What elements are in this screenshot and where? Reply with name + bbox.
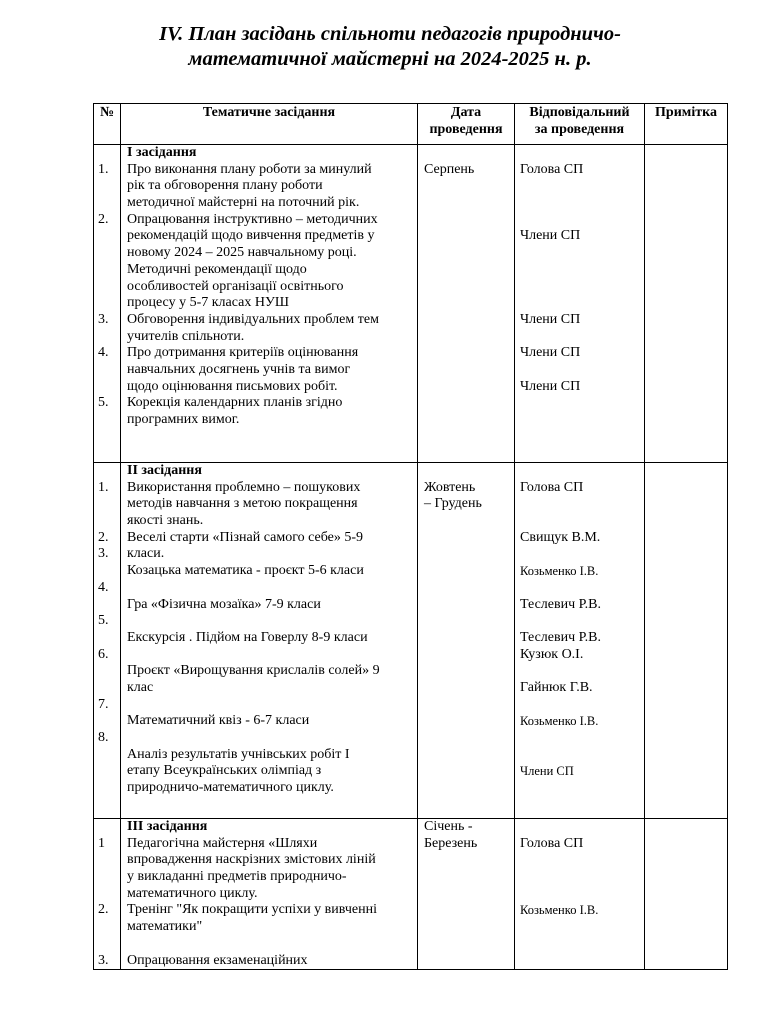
topic-line: методичної майстерні на поточний рік. bbox=[127, 195, 360, 211]
topic-line: Математичний квіз - 6-7 класи bbox=[127, 713, 310, 729]
responsible-person: Козьменко І.В. bbox=[520, 564, 599, 579]
responsible-person: Члени СП bbox=[520, 311, 581, 327]
topic-line bbox=[127, 580, 414, 597]
item-number bbox=[98, 496, 120, 513]
responsible-person: Голова СП bbox=[520, 161, 584, 177]
item-number bbox=[98, 329, 120, 346]
topic-line: Корекція календарних планів згідно bbox=[127, 395, 343, 411]
topic-line: Тренінг "Як покращити успіхи у вивченні bbox=[127, 902, 377, 918]
page-title-line-2: математичної майстерні на 2024-2025 н. р. bbox=[188, 48, 592, 70]
date-line: Березень bbox=[424, 835, 478, 851]
topic-line: Опрацювання інструктивно – методичних bbox=[127, 211, 378, 227]
meeting-row bbox=[94, 463, 728, 819]
topic-line: Обговорення індивідуальних проблем тем bbox=[127, 311, 379, 327]
header-responsible-line-2: за проведення bbox=[534, 121, 625, 137]
responsible-person bbox=[520, 869, 644, 886]
topic-line: рік та обговорення плану роботи bbox=[127, 178, 323, 194]
item-number bbox=[98, 228, 120, 245]
responsible-person bbox=[520, 580, 644, 597]
topic-line: у викладанні предметів природничо- bbox=[127, 869, 347, 885]
responsible-person bbox=[520, 496, 644, 513]
responsible-person: Козьменко І.В. bbox=[520, 903, 599, 918]
responsible-person bbox=[520, 362, 644, 379]
item-number: 1 bbox=[98, 835, 105, 851]
item-number: 2. bbox=[98, 211, 109, 227]
topic-line: Опрацювання екзаменаційних bbox=[127, 952, 308, 968]
responsible-person bbox=[520, 546, 644, 563]
responsible-person bbox=[520, 212, 644, 229]
topic-line: Проєкт «Вирощування крислалів солей» 9 bbox=[127, 663, 380, 679]
meeting-topic-cell bbox=[121, 819, 418, 970]
responsible-person bbox=[520, 852, 644, 869]
topic-line: Екскурсія . Підйом на Говерлу 8-9 класи bbox=[127, 629, 368, 645]
responsible-person bbox=[520, 295, 644, 312]
meeting-date-cell bbox=[418, 819, 515, 970]
item-number: 7. bbox=[98, 696, 109, 712]
header-number: № bbox=[94, 104, 121, 145]
topic-line: методів навчання з метою покращення bbox=[127, 496, 358, 512]
responsible-person bbox=[520, 279, 644, 296]
responsible-person bbox=[520, 747, 644, 764]
meeting-row bbox=[94, 145, 728, 463]
item-number: 4. bbox=[98, 579, 109, 595]
item-number bbox=[98, 630, 120, 647]
responsible-person: Гайнюк Г.В. bbox=[520, 679, 593, 695]
item-number: 1. bbox=[98, 161, 109, 177]
meeting-date-cell bbox=[418, 463, 515, 819]
topic-line: Козацька математика - проєкт 5-6 класи bbox=[127, 563, 364, 579]
number-spacer bbox=[98, 145, 120, 162]
item-number: 3. bbox=[98, 311, 109, 327]
topic-line: Аналіз результатів учнівських робіт І bbox=[127, 746, 350, 762]
item-number bbox=[98, 886, 120, 903]
topic-line: класи. bbox=[127, 546, 165, 562]
responsible-person: Члени СП bbox=[520, 228, 581, 244]
meeting-row bbox=[94, 819, 728, 970]
responsible-person: Кузюк О.І. bbox=[520, 646, 584, 662]
item-number: 5. bbox=[98, 395, 109, 411]
topic-line bbox=[127, 613, 414, 630]
page-title-line-1: IV. План засідань спільноти педагогів природничо- bbox=[159, 23, 621, 45]
meeting-note-cell bbox=[645, 819, 728, 970]
responsible-spacer bbox=[520, 145, 644, 162]
item-number bbox=[98, 245, 120, 262]
header-responsible bbox=[515, 104, 645, 145]
topic-line: рекомендацій щодо вивчення предметів у bbox=[127, 228, 375, 244]
responsible-person: Члени СП bbox=[520, 345, 581, 361]
topic-line: якості знань. bbox=[127, 513, 204, 529]
topic-line: етапу Всеукраїнських олімпіад з bbox=[127, 763, 322, 779]
item-number bbox=[98, 936, 120, 953]
item-number bbox=[98, 513, 120, 530]
responsible-person bbox=[520, 886, 644, 903]
header-note: Примітка bbox=[645, 104, 728, 145]
item-number: 2. bbox=[98, 902, 109, 918]
item-number bbox=[98, 919, 120, 936]
topic-line: математичного циклу. bbox=[127, 885, 258, 901]
number-spacer bbox=[98, 463, 120, 480]
item-number bbox=[98, 747, 120, 764]
meeting-responsible-cell bbox=[515, 145, 645, 463]
responsible-person bbox=[520, 936, 644, 953]
topic-line: особливостей організації освітнього bbox=[127, 278, 344, 294]
item-number bbox=[98, 680, 120, 697]
responsible-person: Теслевич Р.В. bbox=[520, 629, 602, 645]
responsible-person bbox=[520, 245, 644, 262]
topic-line: новому 2024 – 2025 навчальному році. bbox=[127, 245, 357, 261]
topic-line: учителів спільноти. bbox=[127, 328, 245, 344]
topic-line: навчальних досягнень учнів та вимог bbox=[127, 361, 351, 377]
responsible-person: Голова СП bbox=[520, 835, 584, 851]
topic-line bbox=[127, 936, 414, 953]
responsible-person bbox=[520, 262, 644, 279]
responsible-person bbox=[520, 412, 644, 429]
date-spacer bbox=[424, 145, 514, 162]
responsible-person bbox=[520, 195, 644, 212]
item-number bbox=[98, 379, 120, 396]
item-number: 3. bbox=[98, 546, 109, 562]
page-title bbox=[60, 22, 720, 72]
item-number: 6. bbox=[98, 646, 109, 662]
meeting-note-cell bbox=[645, 463, 728, 819]
header-responsible-line-1: Відповідальний bbox=[529, 105, 630, 120]
responsible-person bbox=[520, 780, 644, 797]
topic-line: природничо-математичного циклу. bbox=[127, 780, 334, 796]
responsible-person bbox=[520, 613, 644, 630]
meeting-title: І засідання bbox=[127, 145, 197, 160]
meeting-title: ІІІ засідання bbox=[127, 819, 208, 834]
item-number: 3. bbox=[98, 952, 109, 968]
item-number: 8. bbox=[98, 730, 109, 745]
meeting-number-cell bbox=[94, 819, 121, 970]
topic-line bbox=[127, 697, 414, 714]
responsible-person bbox=[520, 513, 644, 530]
meetings-table bbox=[93, 103, 728, 970]
meeting-topic-cell bbox=[121, 463, 418, 819]
meeting-responsible-cell bbox=[515, 819, 645, 970]
responsible-person: Свищук В.М. bbox=[520, 529, 601, 545]
item-number: 2. bbox=[98, 529, 109, 545]
topic-line: Про виконання плану роботи за минулий bbox=[127, 161, 372, 177]
number-spacer bbox=[98, 819, 120, 836]
item-number: 1. bbox=[98, 479, 109, 495]
responsible-person bbox=[520, 395, 644, 412]
item-number bbox=[98, 178, 120, 195]
item-number bbox=[98, 780, 120, 797]
header-date-line-1: Дата bbox=[450, 105, 482, 120]
responsible-person: Члени СП bbox=[520, 378, 581, 394]
topic-line bbox=[127, 730, 414, 747]
date-line: Січень - bbox=[424, 819, 473, 834]
responsible-person bbox=[520, 329, 644, 346]
meeting-date-cell bbox=[418, 145, 515, 463]
item-number: 5. bbox=[98, 613, 109, 629]
topic-line: Веселі старти «Пізнай самого себе» 5-9 bbox=[127, 529, 364, 545]
topic-line bbox=[127, 647, 414, 664]
responsible-person: Члени СП bbox=[520, 764, 574, 779]
topic-line: клас bbox=[127, 679, 154, 695]
meeting-title: ІІ засідання bbox=[127, 463, 202, 478]
topic-line: Використання проблемно – пошукових bbox=[127, 479, 361, 495]
responsible-person bbox=[520, 178, 644, 195]
topic-line: Про дотримання критеріїв оцінювання bbox=[127, 345, 359, 361]
item-number bbox=[98, 597, 120, 614]
header-date-line-2: проведення bbox=[429, 121, 503, 137]
item-number bbox=[98, 412, 120, 429]
item-number bbox=[98, 195, 120, 212]
topic-line: щодо оцінювання письмових робіт. bbox=[127, 378, 338, 394]
meeting-number-cell bbox=[94, 463, 121, 819]
item-number bbox=[98, 295, 120, 312]
topic-line: впровадження наскрізних змістових ліній bbox=[127, 852, 376, 868]
responsible-person bbox=[520, 730, 644, 747]
responsible-spacer bbox=[520, 819, 644, 836]
date-line: Жовтень bbox=[424, 479, 476, 495]
responsible-person bbox=[520, 953, 644, 970]
date-line: Серпень bbox=[424, 161, 475, 177]
responsible-person bbox=[520, 697, 644, 714]
responsible-spacer bbox=[520, 463, 644, 480]
topic-line: Методичні рекомендації щодо bbox=[127, 261, 307, 277]
item-number bbox=[98, 279, 120, 296]
item-number bbox=[98, 852, 120, 869]
item-number bbox=[98, 262, 120, 279]
item-number bbox=[98, 713, 120, 730]
responsible-person: Голова СП bbox=[520, 479, 584, 495]
topic-line: Гра «Фізична мозаїка» 7-9 класи bbox=[127, 596, 321, 612]
topic-line: Педагогічна майстерня «Шляхи bbox=[127, 835, 318, 851]
meeting-topic-cell bbox=[121, 145, 418, 463]
responsible-person bbox=[520, 663, 644, 680]
item-number bbox=[98, 563, 120, 580]
topic-line: програмних вимог. bbox=[127, 412, 240, 427]
item-number: 4. bbox=[98, 345, 109, 361]
meeting-note-cell bbox=[645, 145, 728, 463]
item-number bbox=[98, 663, 120, 680]
topic-line: математики" bbox=[127, 919, 203, 935]
topic-line: процесу у 5-7 класах НУШ bbox=[127, 295, 289, 311]
responsible-person bbox=[520, 919, 644, 936]
meeting-responsible-cell bbox=[515, 463, 645, 819]
date-spacer bbox=[424, 463, 514, 480]
meeting-number-cell bbox=[94, 145, 121, 463]
item-number bbox=[98, 362, 120, 379]
header-topic: Тематичне засідання bbox=[121, 104, 418, 145]
item-number bbox=[98, 763, 120, 780]
responsible-person: Теслевич Р.В. bbox=[520, 596, 602, 612]
date-line: – Грудень bbox=[424, 496, 482, 512]
table-header-row bbox=[94, 104, 728, 145]
item-number bbox=[98, 869, 120, 886]
responsible-person: Козьменко І.В. bbox=[520, 714, 599, 729]
header-date bbox=[418, 104, 515, 145]
